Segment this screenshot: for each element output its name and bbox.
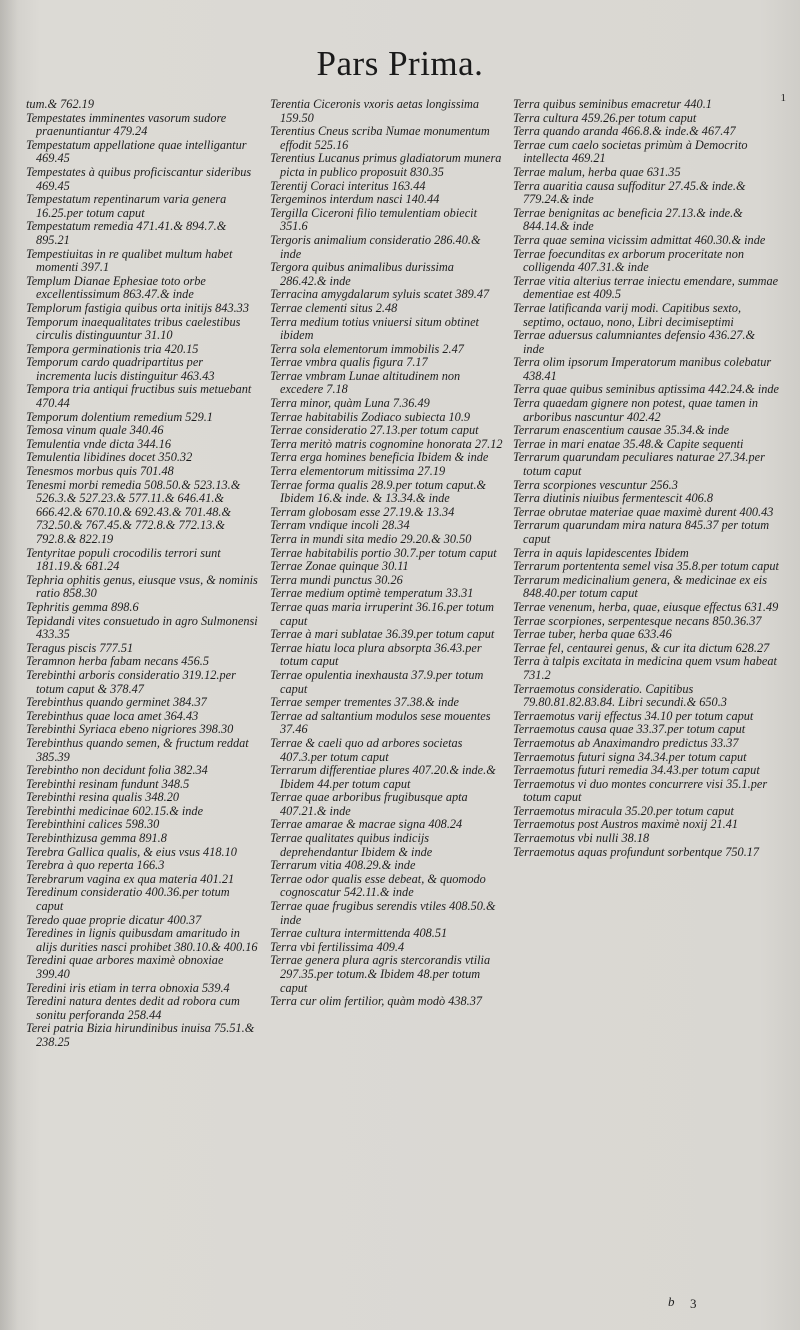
index-entry: Tepidandi vites consuetudo in agro Sulmonensi 433.35	[26, 613, 258, 642]
index-entry: Tempestatum appellatione quae intelligantur 469.45	[26, 137, 247, 166]
index-entry: Terram vndique incoli 28.34	[270, 518, 410, 533]
signature-number: 3	[690, 1296, 697, 1311]
index-entry: Tempestiuitas in re qualibet multum habet momenti 397.1	[26, 246, 233, 275]
index-entry: Teredini iris etiam in terra obnoxia 539.4	[26, 980, 230, 995]
index-entry: Terrae opulentia inexhausta 37.9.per totum caput	[270, 667, 484, 696]
index-entry: Terebinthus quando semen, & fructum reddat 385.39	[26, 735, 249, 764]
index-entry: Tempestates à quibus proficiscantur sideribus 469.45	[26, 164, 252, 193]
index-entry: Terrarum vitia 408.29.& inde	[270, 858, 416, 873]
index-entry: Terra cur olim fertilior, quàm modò 438.37	[270, 994, 483, 1009]
index-entry: Templum Dianae Ephesiae toto orbe excellentissimum 863.47.& inde	[26, 273, 206, 302]
index-entry: Terra cultura 459.26.per totum caput	[513, 110, 697, 125]
index-entry: Terrae latificanda varij modi. Capitibus sexto, septimo, octauo, nono, Libri decimiseptimi	[513, 300, 742, 329]
index-entry: Terraemotus miracula 35.20.per totum caput	[513, 803, 734, 818]
index-entry: Terebinthi resinam fundunt 348.5	[26, 776, 190, 791]
index-entry: Terra quando aranda 466.8.& inde.& 467.47	[513, 124, 736, 139]
index-entry: Terraemotus consideratio. Capitibus 79.80.81.82.83.84. Libri secundi.& 650.3	[513, 681, 727, 710]
index-entry: Terentia Ciceronis vxoris aetas longissima 159.50	[270, 98, 480, 125]
index-entry: Terra meritò matris cognomine honorata 27.12	[270, 436, 503, 451]
index-entry: Terebra Gallica qualis, & eius vsus 418.10	[26, 844, 237, 859]
index-entry: Teredines in lignis quibusdam amaritudo in alijs durities nasci prohibet 380.10.& 400.16	[26, 926, 258, 954]
index-entry: Terra vbi fertilissima 409.4	[270, 939, 405, 954]
index-entry: Terra mundi punctus 30.26	[270, 572, 403, 587]
index-entry: Tempestatum remedia 471.41.& 894.7.& 895.21	[26, 219, 227, 247]
index-entry: Terra in aquis lapidescentes Ibidem	[513, 545, 689, 560]
index-entry: Terraemotus aquas profundunt sorbentque 750.17	[513, 844, 760, 859]
index-entry: Terrae quas maria irruperint 36.16.per totum caput	[270, 599, 494, 628]
index-entry: Terrarum quarundam peculiares naturae 27.34.per totum caput	[513, 450, 765, 479]
index-entry: Terrae habitabilis Zodiaco subiecta 10.9	[270, 409, 471, 424]
index-entry: Terentius Cneus scriba Numae monumentum effodit 525.16	[270, 124, 490, 152]
index-entry: Terraemotus varij effectus 34.10 per totum caput	[513, 708, 754, 723]
index-entry: Terebinthus quando germinet 384.37	[26, 695, 207, 710]
index-entry: Terra quae quibus seminibus aptissima 442.24.& inde	[513, 382, 779, 397]
index-entry: Terrae fel, centaurei genus, & cur ita dictum 628.27	[513, 640, 770, 655]
index-entry: Teragus piscis 777.51	[26, 640, 134, 655]
index-entry: Terrarum medicinalium genera, & medicinae ex eis 848.40.per totum caput	[513, 572, 767, 601]
index-entry: Terrarum quarundam mira natura 845.37 per totum caput	[513, 518, 770, 546]
index-entry: Terrae qualitates quibus indicijs deprehendantur Ibidem & inde	[270, 831, 433, 859]
index-entry: Temulentia vnde dicta 344.16	[26, 436, 172, 451]
index-entry: Terrae cultura intermittenda 408.51	[270, 926, 448, 941]
index-entry: Tephria ophitis genus, eiusque vsus, & nominis ratio 858.30	[26, 572, 258, 601]
index-entry: Temulentia libidines docet 350.32	[26, 450, 193, 465]
index-entry: tum.& 762.19	[26, 98, 94, 111]
index-entry: Terrae venenum, herba, quae, eiusque effectus 631.49	[513, 599, 779, 614]
index-entry: Terebinthizusa gemma 891.8	[26, 831, 167, 846]
index-entry: Terrae benignitas ac beneficia 27.13.& inde.& 844.14.& inde	[513, 205, 743, 234]
index-entry: Terraemotus futuri remedia 34.43.per totum caput	[513, 763, 760, 778]
index-entry: Terra olim ipsorum Imperatorum manibus colebatur 438.41	[513, 355, 772, 383]
index-entry: Terra in mundi sita medio 29.20.& 30.50	[270, 532, 472, 546]
index-entry: Tephritis gemma 898.6	[26, 599, 139, 614]
index-entry: Terrae obrutae materiae quae maximè durent 400.43	[513, 504, 774, 519]
index-entry: Terrae odor qualis esse debeat, & quomodo cognoscatur 542.11.& inde	[270, 871, 486, 900]
index-entry: Terra diutinis niuibus fermentescit 406.8	[513, 491, 714, 506]
index-entry: Terrarum enascentium causae 35.34.& inde	[513, 423, 730, 438]
index-entry: Terrae semper trementes 37.38.& inde	[270, 695, 459, 710]
index-entry: Terebinthi medicinae 602.15.& inde	[26, 803, 204, 818]
index-entry: Terentij Coraci interitus 163.44	[270, 178, 426, 193]
index-entry: Terrae vmbra qualis figura 7.17	[270, 355, 428, 370]
index-entry: Terra minor, quàm Luna 7.36.49	[270, 396, 430, 411]
index-column-left	[26, 98, 258, 1290]
index-entry: Tergoris animalium consideratio 286.40.& inde	[270, 232, 481, 261]
index-entry: Terra sola elementorum immobilis 2.47	[270, 341, 464, 356]
index-entry: Terebinthi resina qualis 348.20	[26, 790, 180, 805]
index-entry: Terrae vitia alterius terrae iniectu emendare, summae dementiae est 409.5	[513, 273, 779, 302]
index-entry: Terrae genera plura agris stercorandis vtilia 297.35.per totum.& Ibidem 48.per totum caput	[270, 953, 491, 995]
index-entry: Terebinthi Syriaca ebeno nigriores 398.30	[26, 722, 234, 737]
index-entry: Terrae foecunditas ex arborum proceritate non colligenda 407.31.& inde	[513, 246, 744, 275]
index-entry: Terraemotus vi duo montes concurrere visi 35.1.per totum caput	[513, 776, 768, 805]
index-entry: Terrae habitabilis portio 30.7.per totum caput	[270, 545, 497, 560]
index-entry: Terrae ad saltantium modulos sese mouentes 37.46	[270, 708, 491, 737]
index-entry: Terrae à mari sublatae 36.39.per totum caput	[270, 627, 495, 642]
index-entry: Temporum inaequalitates tribus caelestibus circulis distinguuntur 31.10	[26, 314, 241, 343]
index-entry: Terrae medium optimè temperatum 33.31	[270, 586, 474, 601]
index-entry: Terra quae semina vicissim admittat 460.30.& inde	[513, 232, 766, 247]
index-entry: Terrae forma qualis 28.9.per totum caput.& Ibidem 16.& inde. & 13.34.& inde	[270, 477, 487, 506]
index-entry: Terrae in mari enatae 35.48.& Capite sequenti	[513, 436, 744, 451]
index-entry: Tempora germinationis tria 420.15	[26, 341, 199, 356]
index-entry: Terrae malum, herba quae 631.35	[513, 164, 681, 179]
index-entry: Terebra à quo reperta 166.3	[26, 858, 165, 873]
index-entry: Terra quaedam gignere non potest, quae tamen in arboribus nascuntur 402.42	[513, 396, 759, 424]
index-entry: Tenesmi morbi remedia 508.50.& 523.13.& 526.3.& 527.23.& 577.11.& 646.41.& 666.42.& 670.10.& 692.43.& 701.48.& 732.50.& 767.45.& 772.8.& 772.13.& 792.8.& 822.19	[26, 477, 241, 546]
index-entry: Terebinthus quae loca amet 364.43	[26, 708, 199, 723]
index-entry: Terraemotus post Austros maximè noxij 21.41	[513, 817, 738, 832]
index-entry: Terrae scorpiones, serpentesque necans 850.36.37	[513, 613, 762, 628]
index-entry: Temporum cardo quadripartitus per incrementa lucis distinguitur 463.43	[26, 355, 215, 383]
index-entry: Temporum dolentium remedium 529.1	[26, 409, 213, 424]
index-entry: Tergilla Ciceroni filio temulentiam obiecit 351.6	[270, 205, 477, 234]
index-entry: Terrae & caeli quo ad arbores societas 407.3.per totum caput	[270, 735, 463, 764]
index-entry: Teredo quae proprie dicatur 400.37	[26, 912, 202, 927]
index-entry: Tergeminos interdum nasci 140.44	[270, 192, 440, 207]
index-entry: Tentyritae populi crocodilis terrori sunt 181.19.& 681.24	[26, 545, 221, 574]
index-entry: Terram globosam esse 27.19.& 13.34	[270, 504, 455, 519]
index-entry: Terra medium totius vniuersi situm obtinet ibidem	[270, 314, 479, 343]
index-entry: Terrae cum caelo societas primùm à Democrito intellecta 469.21	[513, 137, 748, 166]
index-entry: Terebinthi arboris consideratio 319.12.per totum caput & 378.47	[26, 667, 236, 696]
index-entry: Tempestatum repentinarum varia genera 16.25.per totum caput	[26, 192, 227, 220]
index-entry: Terentius Lucanus primus gladiatorum munera picta in publico proposuit 830.35	[270, 151, 502, 179]
index-entry: Tempestates imminentes vasorum sudore praenuntiantur 479.24	[26, 110, 227, 139]
index-entry: Temosa vinum quale 340.46	[26, 423, 164, 438]
index-entry: Terracina amygdalarum syluis scatet 389.47	[270, 287, 490, 302]
index-entry: Terebrarum vagina ex qua materia 401.21	[26, 871, 235, 886]
index-entry: Terra erga homines beneficia Ibidem & inde	[270, 450, 489, 465]
index-entry: Teredini natura dentes dedit ad robora cum sonitu perforanda 258.44	[26, 994, 240, 1022]
index-entry: Terrae consideratio 27.13.per totum caput	[270, 423, 479, 438]
index-entry: Tenesmos morbus quis 701.48	[26, 464, 174, 479]
index-entry: Terraemotus causa quae 33.37.per totum caput	[513, 722, 746, 737]
index-entry: Terrae aduersus calumniantes defensio 436.27.& inde	[513, 328, 756, 356]
index-entry: Terra à talpis excitata in medicina quem vsum habeat 731.2	[513, 654, 777, 682]
index-entry: Terrae quae arboribus frugibusque apta 407.21.& inde	[270, 790, 468, 818]
index-column-middle	[270, 98, 503, 1290]
page-title: Pars Prima.	[316, 44, 484, 83]
corner-mark: 1	[780, 92, 786, 104]
index-entry: Terra auaritia causa suffoditur 27.45.& inde.& 779.24.& inde	[513, 178, 746, 207]
index-entry: Teramnon herba fabam necans 456.5	[26, 654, 209, 669]
index-entry: Terebintho non decidunt folia 382.34	[26, 763, 208, 778]
index-entry: Terrae hiatu loca plura absorpta 36.43.per totum caput	[270, 640, 482, 669]
index-entry: Terrae quae frugibus serendis vtiles 408.50.& inde	[270, 899, 496, 927]
index-entry: Teredinum consideratio 400.36.per totum caput	[26, 885, 230, 914]
index-entry: Terrae tuber, herba quae 633.46	[513, 627, 672, 642]
index-entry: Templorum fastigia quibus orta initijs 843.33	[26, 300, 249, 315]
index-entry: Terrae vmbram Lunae altitudinem non excedere 7.18	[270, 368, 461, 397]
index-entry: Terra quibus seminibus emacretur 440.1	[513, 98, 712, 111]
signature-mark: b	[668, 1294, 675, 1309]
index-entry: Tergora quibus animalibus durissima 286.42.& inde	[270, 260, 454, 288]
index-entry: Terebinthini calices 598.30	[26, 817, 160, 832]
index-entry: Terrae Zonae quinque 30.11	[270, 559, 409, 574]
index-entry: Terei patria Bizia hirundinibus inuisa 75.51.& 238.25	[26, 1021, 255, 1049]
index-entry: Terraemotus futuri signa 34.34.per totum caput	[513, 749, 747, 764]
index-entry: Teredini quae arbores maximè obnoxiae 399.40	[26, 953, 224, 981]
index-entry: Terra scorpiones vescuntur 256.3	[513, 477, 678, 492]
index-column-right	[513, 98, 779, 1290]
index-entry: Terrarum differentiae plures 407.20.& inde.& Ibidem 44.per totum caput	[270, 763, 496, 791]
index-entry: Terraemotus ab Anaximandro predictus 33.37	[513, 735, 739, 750]
index-entry: Terra elementorum mitissima 27.19	[270, 464, 446, 479]
index-entry: Terrae clementi situs 2.48	[270, 300, 398, 315]
index-entry: Terraemotus vbi nulli 38.18	[513, 831, 650, 846]
index-entry: Terrarum portententa semel visa 35.8.per totum caput	[513, 559, 779, 574]
index-entry: Terrae amarae & macrae signa 408.24	[270, 817, 463, 832]
index-entry: Tempora tria antiqui fructibus suis metuebant 470.44	[26, 382, 252, 411]
